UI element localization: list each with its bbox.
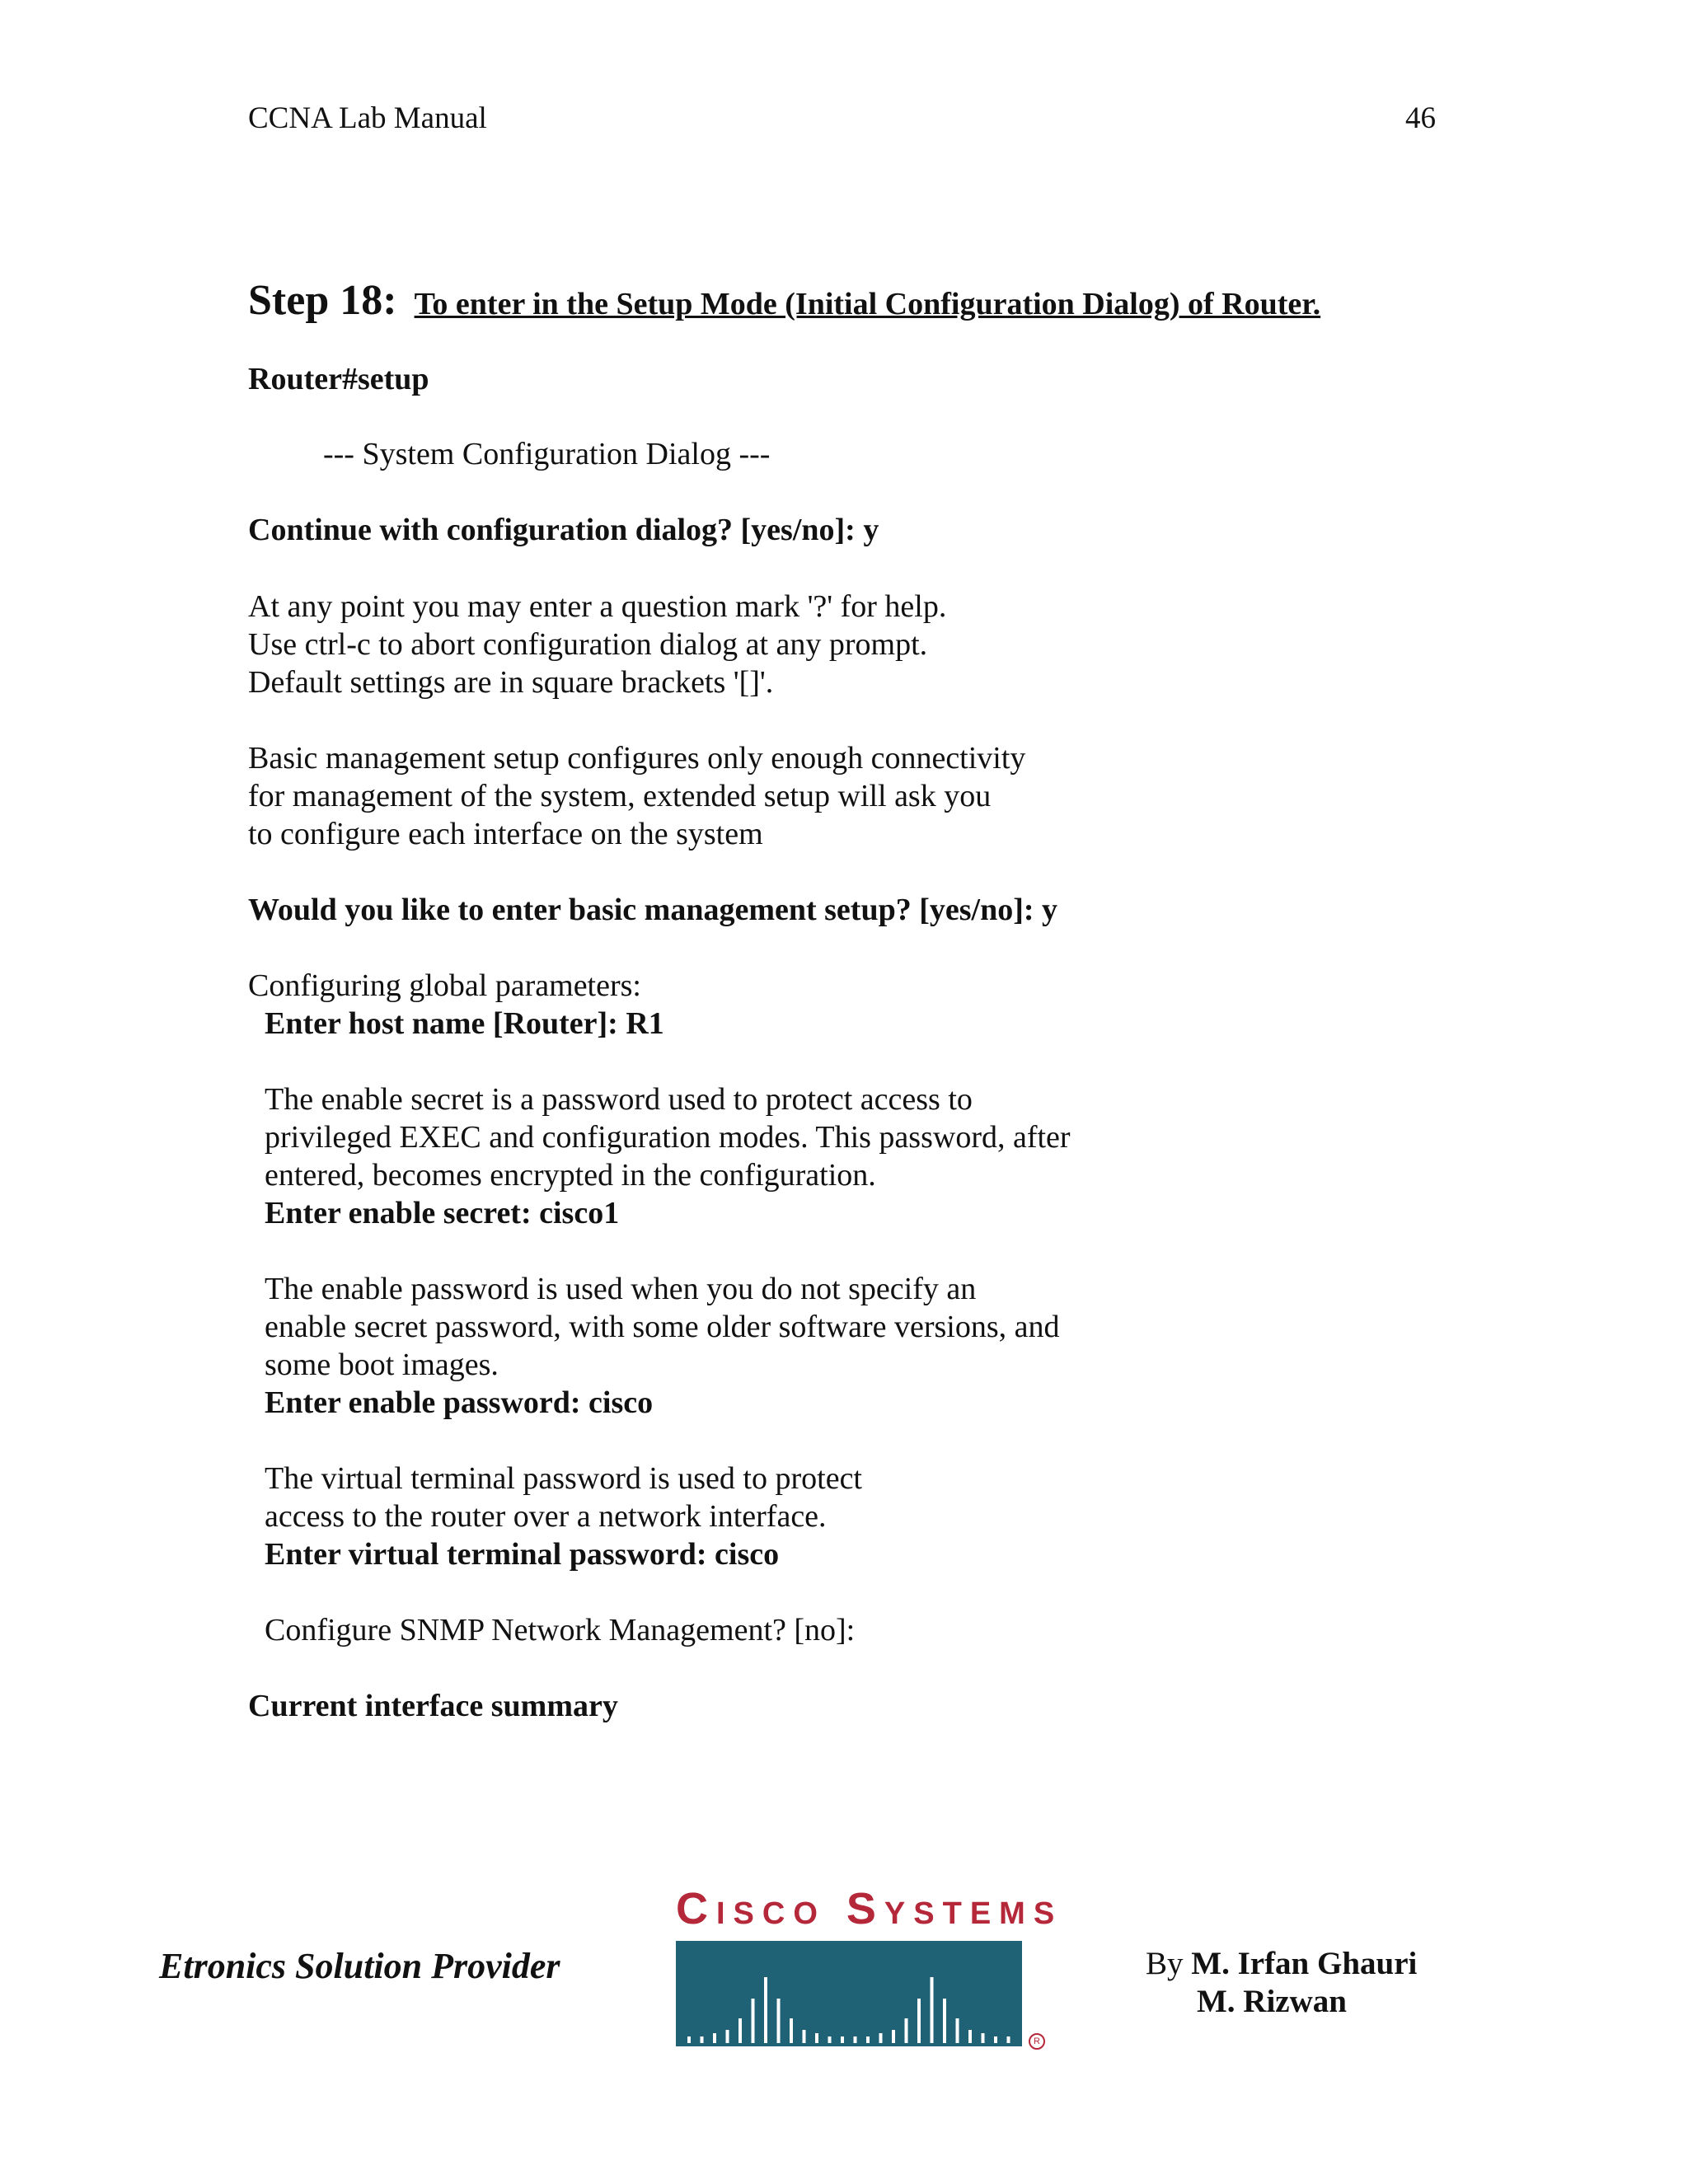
logo-bar <box>777 1999 781 2043</box>
logo-bar <box>931 1977 934 2043</box>
password-paragraph <box>265 1270 1060 1422</box>
vty-paragraph <box>265 1460 862 1573</box>
authors <box>1146 1945 1417 2021</box>
password-line: enable secret password, with some older software versions, and <box>265 1310 1060 1344</box>
logo-bars-box <box>676 1941 1022 2046</box>
help-line: Default settings are in square brackets '[]'. <box>248 665 774 700</box>
help-paragraph <box>248 588 946 701</box>
logo-bar <box>828 2036 832 2043</box>
logo-bar <box>854 2036 857 2043</box>
continue-prompt: Continue with configuration dialog? [yes/no]: y <box>248 513 879 547</box>
logo-bar <box>1007 2036 1010 2043</box>
logo-bar <box>687 2036 691 2043</box>
password-line: some boot images. <box>265 1347 499 1382</box>
basic-setup-paragraph <box>248 739 1025 853</box>
vty-line: The virtual terminal password is used to protect <box>265 1461 862 1496</box>
step-label: Step 18: <box>248 277 397 324</box>
basic-setup-prompt: Would you like to enter basic management setup? [yes/no]: y <box>248 893 1058 927</box>
logo-bar <box>866 2036 870 2043</box>
logo-bar <box>968 2030 972 2043</box>
logo-bar <box>701 2036 704 2043</box>
logo-bar <box>943 1999 946 2043</box>
logo-bar <box>738 2018 742 2043</box>
global-params-label: Configuring global parameters: <box>248 968 641 1003</box>
step-title: To enter in the Setup Mode (Initial Configuration Dialog) of Router. <box>414 287 1321 321</box>
host-name-prompt: Enter host name [Router]: R1 <box>265 1006 664 1041</box>
secret-prompt: Enter enable secret: cisco1 <box>265 1196 620 1230</box>
dialog-heading: --- System Configuration Dialog --- <box>323 437 771 471</box>
registered-mark-icon: R <box>1029 2033 1045 2050</box>
basic-line: to configure each interface on the system <box>248 817 763 851</box>
company-name: Etronics Solution Provider <box>159 1946 560 1986</box>
secret-line: privileged EXEC and configuration modes. This password, after <box>265 1120 1071 1155</box>
logo-bar <box>905 2018 908 2043</box>
logo-bar <box>892 2030 895 2043</box>
logo-bar <box>726 2030 729 2043</box>
password-prompt: Enter enable password: cisco <box>265 1385 654 1420</box>
basic-line: for management of the system, extended setup will ask you <box>248 779 992 813</box>
vty-prompt: Enter virtual terminal password: cisco <box>265 1537 780 1572</box>
author-2: M. Rizwan <box>1197 1984 1347 2019</box>
secret-line: entered, becomes encrypted in the configuration. <box>265 1158 876 1193</box>
running-header: CCNA Lab Manual <box>248 101 487 135</box>
help-line: Use ctrl-c to abort configuration dialog at any prompt. <box>248 627 928 662</box>
setup-command: Router#setup <box>248 362 429 396</box>
logo-bar <box>982 2033 985 2043</box>
secret-paragraph <box>265 1080 1071 1232</box>
cisco-logo <box>674 1883 1063 2048</box>
author-1: M. Irfan Ghauri <box>1191 1946 1418 1981</box>
logo-bars-icon <box>676 1941 1022 2046</box>
vty-line: access to the router over a network interface. <box>265 1499 827 1534</box>
logo-bar <box>815 2033 818 2043</box>
secret-line: The enable secret is a password used to protect access to <box>265 1082 973 1117</box>
step-heading <box>248 276 1320 325</box>
password-line: The enable password is used when you do not specify an <box>265 1272 977 1306</box>
basic-line: Basic management setup configures only enough connectivity <box>248 741 1026 776</box>
logo-bar <box>764 1977 767 2043</box>
logo-bar <box>803 2030 806 2043</box>
logo-bar <box>917 1999 921 2043</box>
logo-bar <box>879 2033 883 2043</box>
help-line: At any point you may enter a question mark '?' for help. <box>248 589 947 624</box>
logo-bar <box>752 1999 755 2043</box>
logo-bar <box>994 2036 997 2043</box>
page-number: 46 <box>1405 101 1436 135</box>
logo-bar <box>790 2018 793 2043</box>
snmp-prompt: Configure SNMP Network Management? [no]: <box>265 1613 856 1647</box>
logo-bar <box>841 2036 844 2043</box>
logo-bar <box>956 2018 959 2043</box>
by-label: By <box>1146 1946 1184 1981</box>
logo-wordmark: Cisco Systems <box>676 1884 1063 1933</box>
logo-bar <box>713 2033 716 2043</box>
interface-summary-heading: Current interface summary <box>248 1689 618 1723</box>
